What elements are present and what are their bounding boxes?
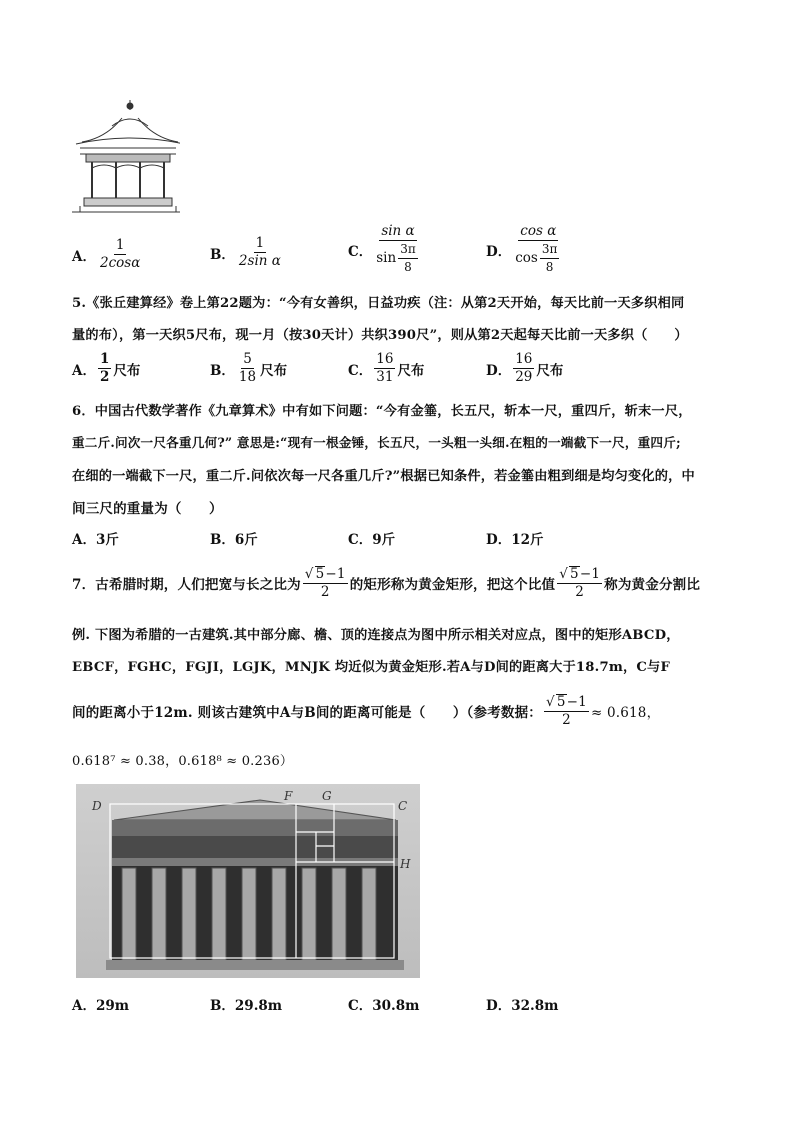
figure-label: H (400, 857, 411, 871)
q6-option-d[interactable]: D．12斤 (486, 532, 544, 548)
q5-option-a[interactable]: A． $\frac{1}{2}$ 尺布 (72, 351, 141, 385)
q7-text-line-5: 0.618⁷ ≈ 0.38，0.618⁸ ≈ 0.236） (72, 754, 294, 769)
q6-option-b[interactable]: B．6斤 (210, 532, 258, 548)
q4-option-c[interactable]: C． sin α sin $\frac{3\pi}{8}$ (348, 224, 424, 275)
golden-ratio-fraction: $\frac{√ 5-1}{2}$ (546, 694, 587, 728)
q7-text-line-1: 7．古希腊时期，人们把宽与长之比为 $\frac{√ 5-1}{2}$ 的矩形称为黄金矩形，把这个比值 $\frac{√ 5-1}{2}$ 称为黄金分割比 (72, 566, 701, 600)
q4-option-b[interactable]: B． $\frac{1}{\text{2sin α}}$ (210, 235, 281, 269)
fraction: cos α cos $\frac{3\pi}{8}$ (515, 223, 558, 274)
q6-text-line-1: 6．中国古代数学著作《九章算术》中有如下问题：“今有金箠，长五尺，斩本一尺，重四斤，斩末一尺， (72, 404, 692, 419)
q5-text-line-1: 5.《张丘建算经》卷上第22题为：“今有女善织，日益功疾（注：从第2天开始，每天比前一天多织相同 (72, 296, 685, 311)
q7-option-b[interactable]: B．29.8m (210, 998, 283, 1014)
q5-text-line-2: 量的布），第一天织5尺布，现一月（按30天计）共织390尺”，则从第2天起每天比前一天多织（ ） (72, 328, 688, 343)
figure-label: F (284, 789, 293, 803)
q7-text-line-2: 例. 下图为希腊的一古建筑.其中部分廊、檐、顶的连接点为图中所示相关对应点，图中的矩形ABCD， (72, 628, 680, 643)
q6-option-a[interactable]: A．3斤 (72, 532, 119, 548)
q5-option-b[interactable]: B． $\frac{5}{18}$ 尺布 (210, 351, 288, 385)
q6-text-line-4: 间三尺的重量为（ ） (72, 501, 223, 517)
figure-label: D (92, 799, 102, 813)
fraction: $\frac{1}{\text{2sin α}}$ (238, 235, 281, 269)
pavilion-figure (72, 98, 180, 216)
q6-option-c[interactable]: C．9斤 (348, 532, 396, 548)
q7-option-c[interactable]: C．30.8m (348, 998, 420, 1014)
q5-option-d[interactable]: D． $\frac{16}{29}$ 尺布 (486, 351, 564, 385)
q6-text-line-2: 重二斤.问次一尺各重几何?” 意思是:“现有一根金锤，长五尺，一头粗一头细.在粗的一端截下一尺，重四斤; (72, 435, 681, 450)
fraction: $\frac{1}{2\cos\alpha}$ (99, 237, 141, 271)
q7-option-d[interactable]: D．32.8m (486, 998, 559, 1014)
q7-text-line-3: EBCF，FGHC，FGJI，LGJK，MNJK 均近似为黄金矩形.若A与D间的距离大于18.7m，C与F (72, 660, 671, 675)
q7-option-a[interactable]: A．29m (72, 998, 130, 1014)
fraction: sin α sin $\frac{3\pi}{8}$ (376, 223, 416, 274)
figure-label: C (398, 799, 408, 813)
q7-text-line-4: 间的距离小于12m. 则该古建筑中A与B间的距离可能是（ ）（参考数据： $\frac{√ 5-1}{2}$ ≈ 0.618， (72, 694, 661, 728)
golden-ratio-fraction: $\frac{√ 5-1}{2}$ (559, 566, 601, 600)
temple-photo (76, 784, 420, 978)
figure-label: G (322, 789, 332, 803)
q4-option-d[interactable]: D． cos α cos $\frac{3\pi}{8}$ (486, 224, 565, 275)
q4-option-a[interactable]: A． $\frac{1}{2\cos\alpha}$ (72, 237, 141, 271)
q6-text-line-3: 在细的一端截下一尺，重二斤.问依次每一尺各重几斤?”根据已知条件，若金箠由粗到细是均匀变化的，中 (72, 469, 695, 484)
q5-option-c[interactable]: C． $\frac{16}{31}$ 尺布 (348, 351, 425, 385)
golden-ratio-fraction: $\frac{√ 5-1}{2}$ (304, 566, 346, 600)
